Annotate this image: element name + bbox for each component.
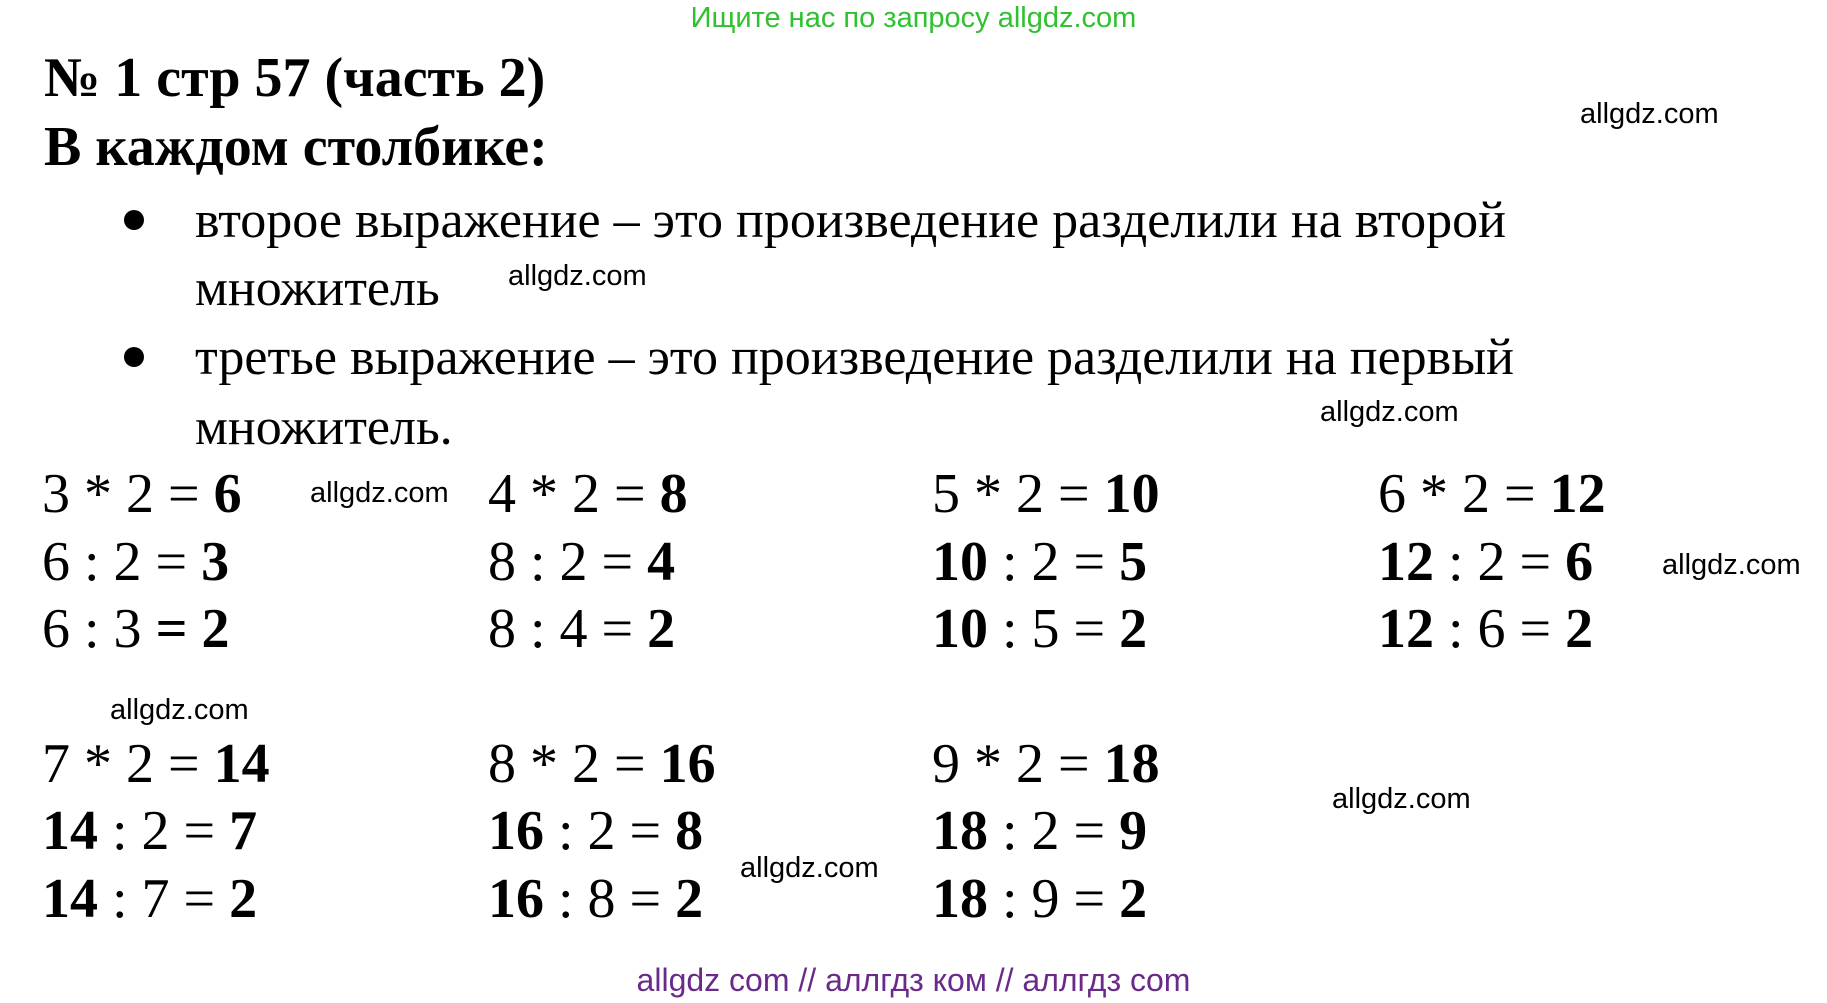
equation-div-2: 18 : 9 = 2: [932, 868, 1148, 930]
bullet-dot: [124, 347, 144, 367]
bullet-dot: [124, 210, 144, 230]
bullet-1-line-1: второе выражение – это произведение разделили на второй: [195, 192, 1506, 249]
equation-div-1: 18 : 2 = 9: [932, 800, 1148, 862]
watermark: allgdz.com: [110, 694, 249, 726]
equation-div-1: 10 : 2 = 5: [932, 531, 1148, 593]
watermark: allgdz.com: [1662, 549, 1801, 581]
watermark: allgdz.com: [1332, 783, 1471, 815]
equation-div-1: 6 : 2 = 3: [42, 531, 230, 593]
watermark: allgdz.com: [1580, 98, 1719, 130]
bullet-2-line-1: третье выражение – это произведение разделили на первый: [195, 329, 1514, 386]
watermark: allgdz.com: [1320, 396, 1459, 428]
equation-div-2: 8 : 4 = 2: [488, 598, 676, 660]
equation-mult: 8 * 2 = 16: [488, 733, 716, 795]
equation-div-1: 14 : 2 = 7: [42, 800, 258, 862]
equation-div-1: 8 : 2 = 4: [488, 531, 676, 593]
watermark: allgdz.com: [310, 477, 449, 509]
watermark: allgdz.com: [508, 260, 647, 292]
equation-mult: 4 * 2 = 8: [488, 463, 688, 525]
exercise-number-title: № 1 стр 57 (часть 2): [44, 47, 546, 109]
equation-mult: 9 * 2 = 18: [932, 733, 1160, 795]
equation-div-1: 16 : 2 = 8: [488, 800, 704, 862]
exercise-heading: В каждом столбике:: [44, 116, 548, 178]
equation-div-2: 16 : 8 = 2: [488, 868, 704, 930]
equation-mult: 5 * 2 = 10: [932, 463, 1160, 525]
equation-div-1: 12 : 2 = 6: [1378, 531, 1594, 593]
equation-div-2: 12 : 6 = 2: [1378, 598, 1594, 660]
footer-watermark: allgdz com // аллгдз ком // аллгдз com: [636, 962, 1191, 998]
equation-mult: 7 * 2 = 14: [42, 733, 270, 795]
bullet-2-line-2: множитель.: [195, 399, 453, 456]
equation-mult: 6 * 2 = 12: [1378, 463, 1606, 525]
equation-mult: 3 * 2 = 6: [42, 463, 242, 525]
top-banner: Ищите нас по запросу allgdz.com: [690, 2, 1137, 34]
equation-div-2: 6 : 3 = 2: [42, 598, 230, 660]
watermark: allgdz.com: [740, 852, 879, 884]
equation-div-2: 14 : 7 = 2: [42, 868, 258, 930]
bullet-1-line-2: множитель: [195, 260, 440, 317]
equation-div-2: 10 : 5 = 2: [932, 598, 1148, 660]
